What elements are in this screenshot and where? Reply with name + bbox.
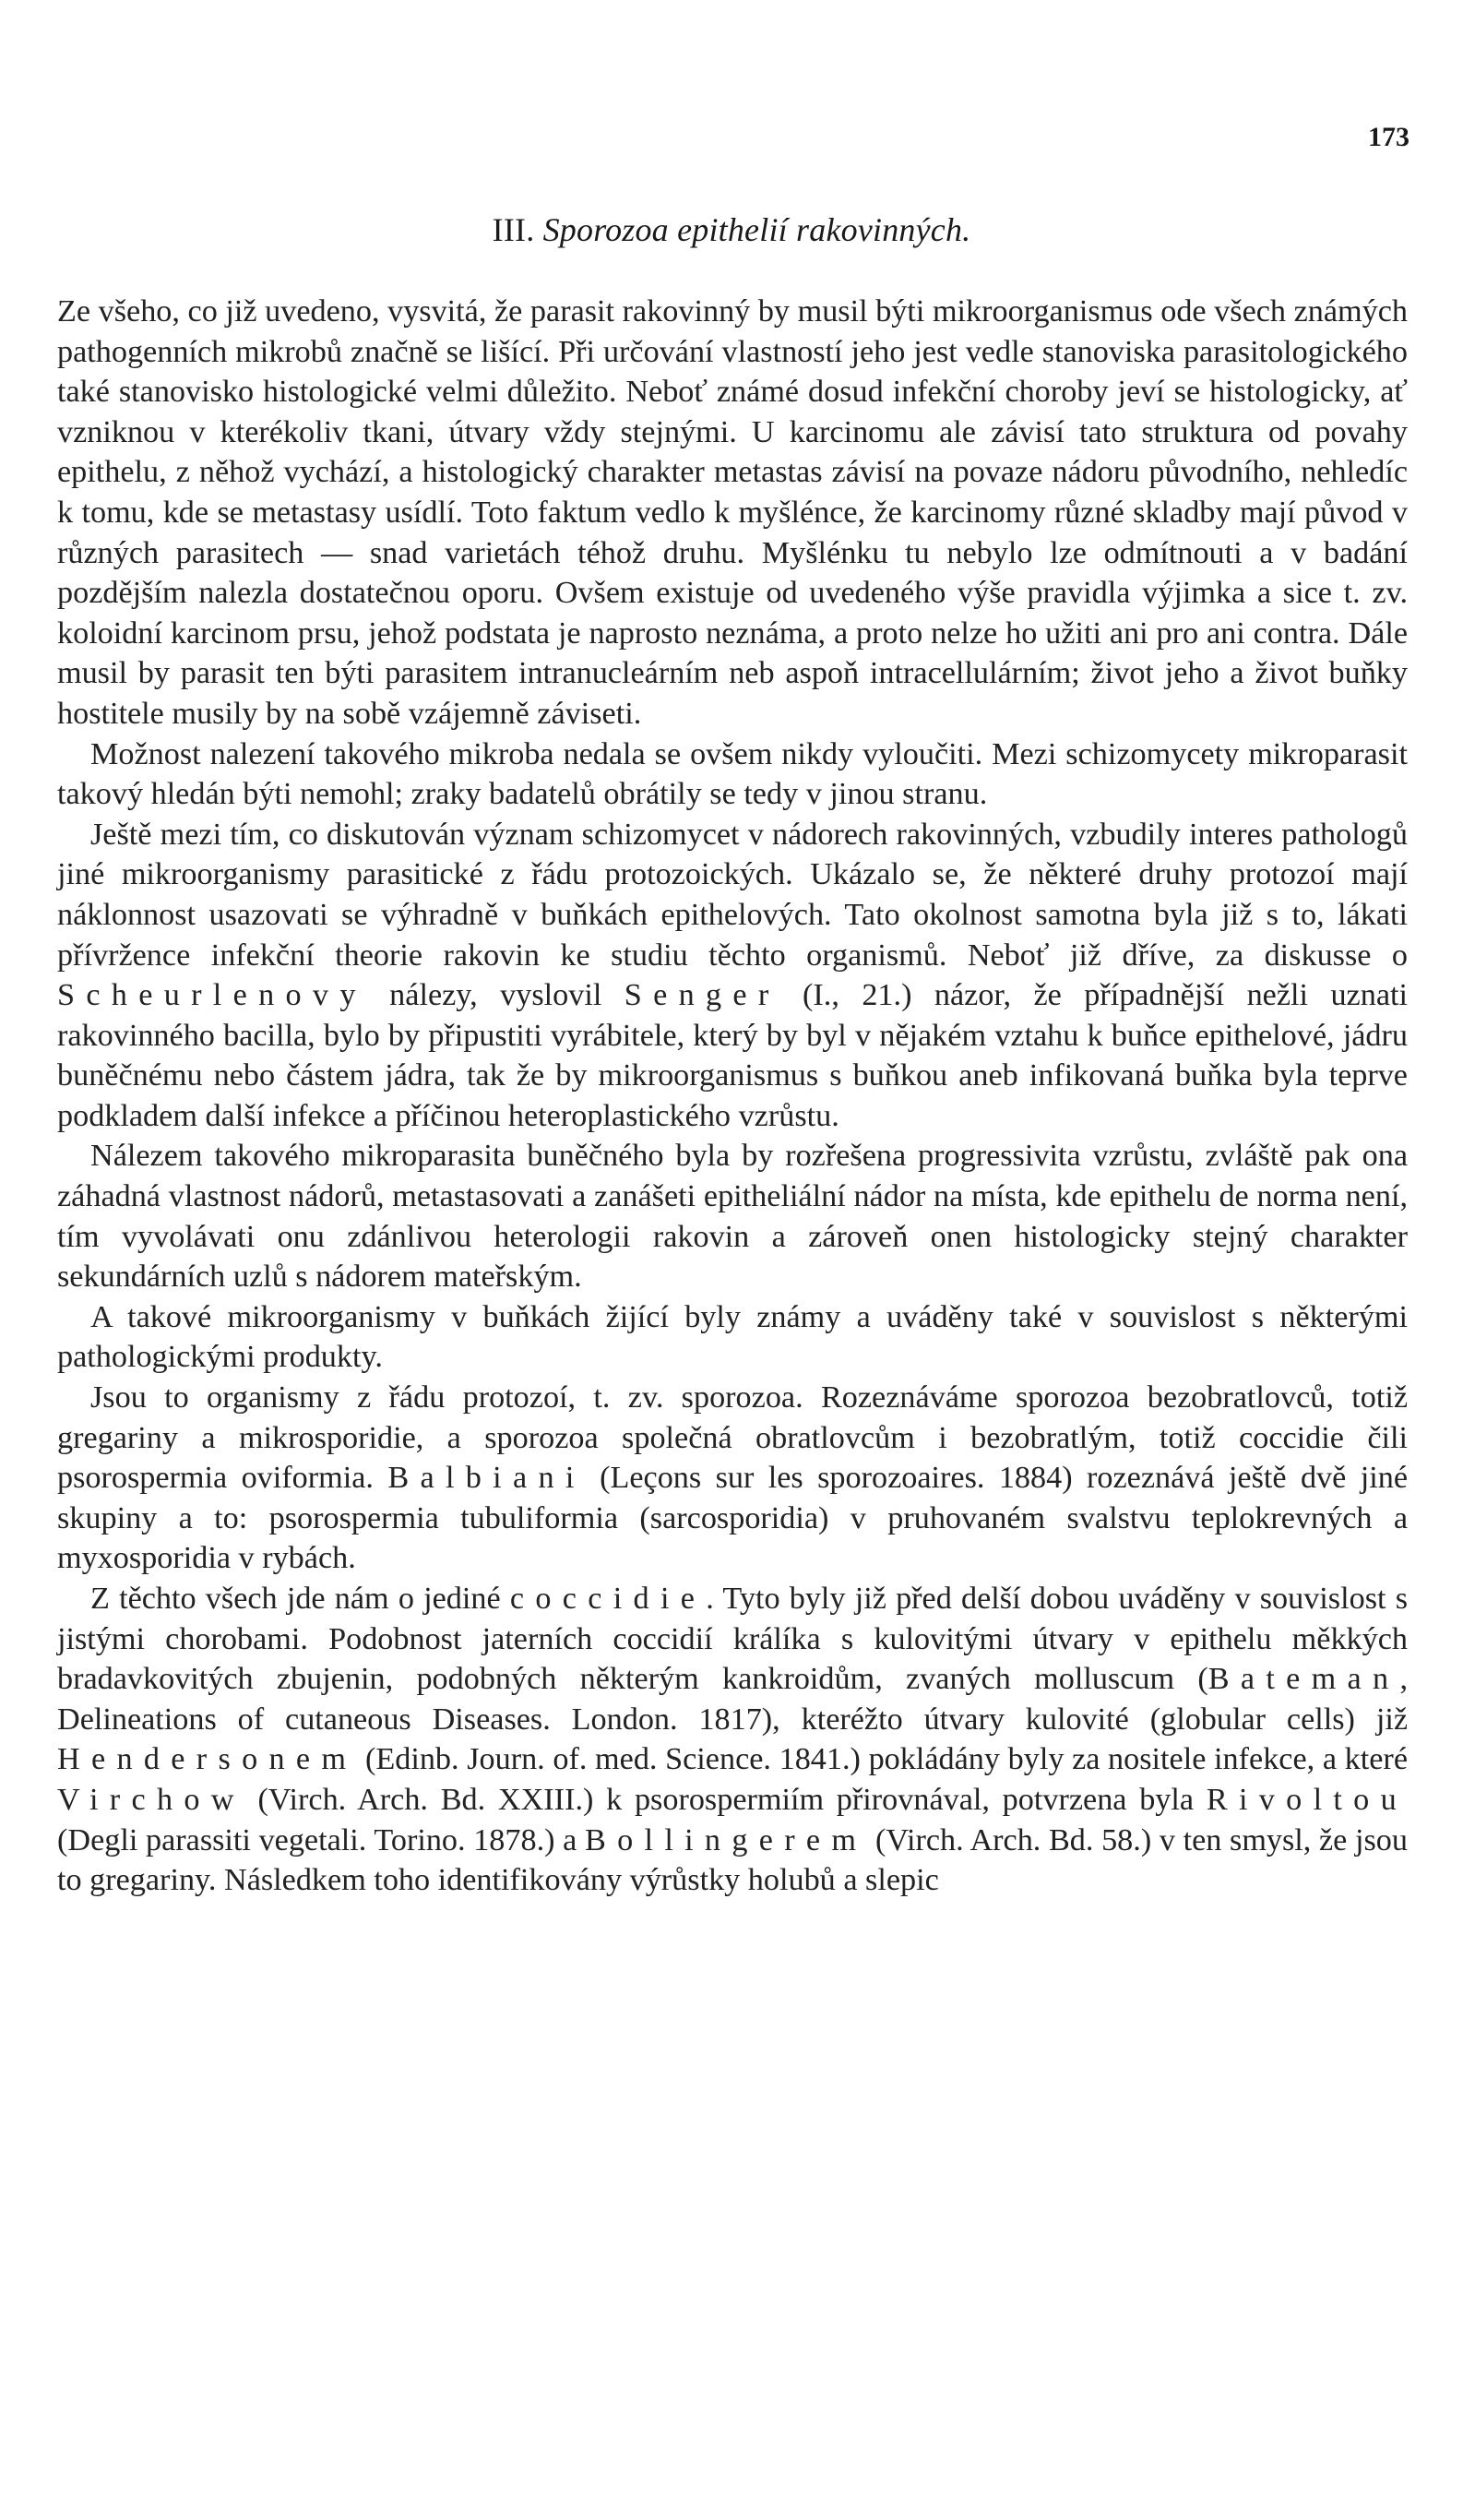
paragraph: [57, 1297, 1408, 1378]
paragraph-text: . Tyto byly již před delší dobou uváděny v souvislost s jistými chorobami. Podobnost jaterních coccidií králíka s kulovitými útvary v epithelu měkkých bradavkovitých zbujenin, podobných některým kankroidům, zvaných molluscum (: [57, 1582, 1409, 1697]
spaced-name: Rivoltou: [1206, 1782, 1408, 1817]
paragraph-text: (Virch. Arch. Bd. XXIII.) k psorospermiím přirovnával, potvrzena byla: [244, 1782, 1207, 1817]
paragraph-text: , Delineations of cutaneous Diseases. London. 1817), kteréžto útvary kulovité (globular cells) již: [57, 1662, 1408, 1737]
paragraph: [57, 292, 1408, 735]
paragraph-text: A takové mikroorganismy v buňkách žijící byly známy a uváděny také v souvislost s některými pathologickými produkty.: [57, 1299, 1408, 1375]
paragraph-text: Ještě mezi tím, co diskutován význam schizomycet v nádorech rakovinných, vzbudily interes pathologů jiné mikroorganismy parasitické z řádu protozoických. Ukázalo se, že některé druhy protozoí mají náklonnost usazovati se výhradně v buňkách epithelových. Tato okolnost samotna byla již s to, lákati přívržence infekční theorie rakovin ke studiu těchto organismů. Neboť již dříve, za diskusse o: [57, 817, 1408, 973]
paragraph-text: (Virch. Arch. Bd. 58.) v ten smysl, že jsou to gregariny. Následkem toho identifikovány výrůstky holubů a slepic: [57, 1822, 1408, 1898]
paragraph-text: (Leçons sur les sporozoaires. 1884) rozeznává ještě dvě jiné skupiny a to: psorospermia tubuliformia (sarcosporidia) v pruhovaném svalstvu teplokrevných a myxosporidia v rybách.: [57, 1461, 1408, 1576]
spaced-name: Balbiani: [387, 1461, 586, 1496]
paragraph: [57, 1136, 1408, 1296]
spaced-name: coccidie: [509, 1582, 707, 1616]
spaced-name: Virchow: [57, 1782, 245, 1817]
paragraph-text: Možnost nalezení takového mikroba nedala se ovšem nikdy vyloučiti. Mezi schizomycety mikroparasit takový hledán býti nemohl; zraky badatelů obrátily se tedy v jinou stranu.: [57, 736, 1408, 812]
paragraph: [57, 1378, 1408, 1579]
paragraph-text: Z těchto všech jde nám o jediné: [90, 1582, 510, 1616]
paragraph-text: Nálezem takového mikroparasita buněčného byla by rozřešena progressivita vzrůstu, zvláště pak ona záhadná vlastnost nádorů, metastasovati a zanášeti epitheliální nádor na místa, kde epithelu de norma není, tím vyvolávati onu zdánlivou heterologii rakovin a zároveň onen histologicky stejný charakter sekundárních uzlů s nádorem mateřským.: [57, 1139, 1408, 1295]
paragraph: [57, 735, 1408, 815]
spaced-name: Hendersonem: [57, 1742, 358, 1777]
spaced-name: Scheurlenovy: [57, 978, 367, 1013]
section-heading: [0, 210, 1463, 249]
spaced-name: Bollingerem: [584, 1822, 868, 1857]
paragraph-text: nálezy, vyslovil: [366, 978, 624, 1013]
paragraph-text: (Degli parassiti vegetali. Torino. 1878.) a: [57, 1822, 585, 1857]
spaced-name: Bateman: [1207, 1662, 1400, 1697]
paragraph-text: Jsou to organismy z řádu protozoí, t. zv. sporozoa. Rozeznáváme sporozoa bezobratlovců, totiž gregariny a mikrosporidie, a sporozoa společná obratlovcům i bezobratlým, totiž coccidie čili psorospermia oviformia.: [57, 1380, 1408, 1496]
section-title: Sporozoa epithelií rakovinných.: [542, 211, 971, 248]
body-text: [57, 292, 1408, 1901]
page-number: 173: [1368, 122, 1409, 152]
spaced-name: Senger: [624, 978, 780, 1013]
paragraph-text: Ze všeho, co již uvedeno, vysvitá, že parasit rakovinný by musil býti mikroorganismus ode všech známých pathogenních mikrobů značně se lišící. Při určování vlastností jeho jest vedle stanoviska parasitologického také stanovisko histologické velmi důležito. Neboť známé dosud infekční choroby jeví se histologicky, ať vzniknou v kterékoliv tkani, útvary vždy stejnými. U karcinomu ale závisí tato struktura od povahy epithelu, z něhož vychází, a histologický charakter metastas závisí na povaze nádoru původního, nehledíc k tomu, kde se metastasy usídlí. Toto faktum vedlo k myšlénce, že karcinomy různé skladby mají původ v různých parasitech — snad varietách téhož druhu. Myšlénku tu nebylo lze odmítnouti a v badání pozdějším nalezla dostatečnou oporu. Ovšem existuje od uvedeného výše pravidla výjimka a sice t. zv. koloidní karcinom prsu, jehož podstata je naprosto neznáma, a proto nelze ho užiti ani pro ani contra. Dále musil by parasit ten býti parasitem intranucleárním neb aspoň intracellulárním; život jeho a život buňky hostitele musily by na sobě vzájemně záviseti.: [57, 294, 1408, 731]
paragraph-text: (Edinb. Journ. of. med. Science. 1841.) pokládány byly za nositele infekce, a které: [357, 1742, 1408, 1777]
paragraph: [57, 1579, 1408, 1901]
section-numeral: III.: [492, 211, 535, 248]
paragraph-text: (I., 21.) názor, že případnější nežli uznati rakovinného bacilla, bylo by připustiti vyrábitele, který by byl v nějakém vztahu k buňce epithelové, jádru buněčnému nebo částem jádra, tak že by mikroorganismus s buňkou aneb infikovaná buňka byla teprve podkladem další infekce a příčinou heteroplastického vzrůstu.: [57, 978, 1408, 1133]
paragraph: [57, 815, 1408, 1137]
